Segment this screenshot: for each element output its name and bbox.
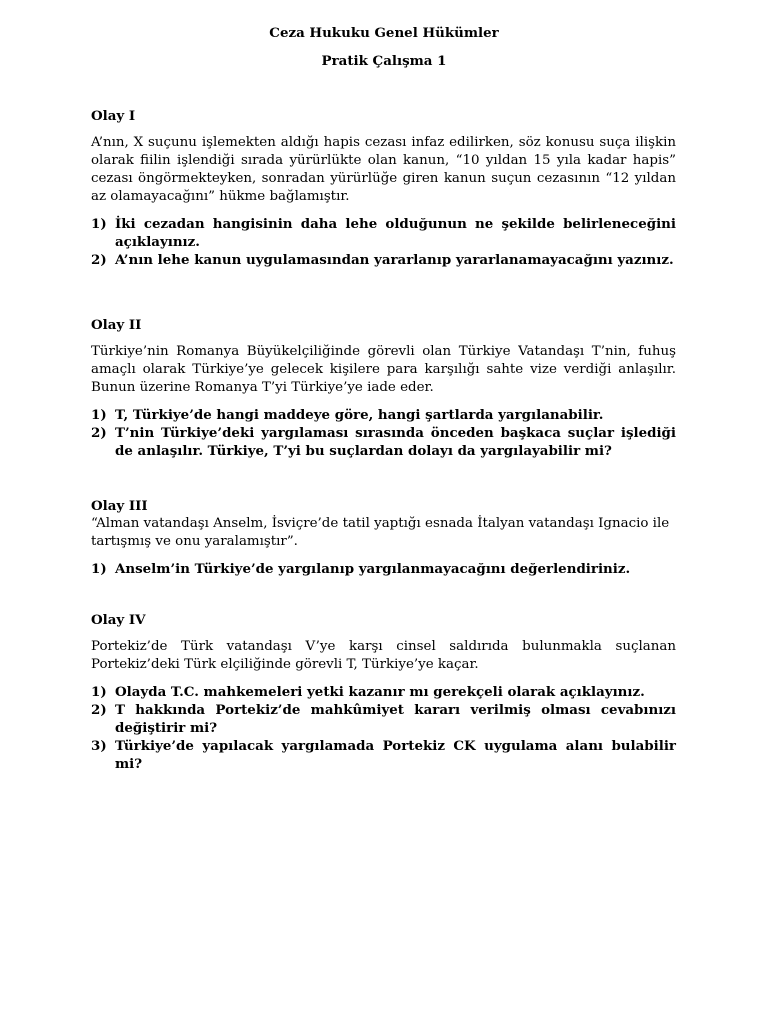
question-number: 1) (91, 684, 107, 700)
case-heading: Olay II (91, 317, 142, 333)
question-list (91, 560, 676, 578)
question-text: Türkiye’de yapılacak yargılamada Portekiz CK uygulama alanı bulabilir mi? (115, 738, 676, 772)
question-item (91, 737, 676, 773)
question-text: Olayda T.C. mahkemeleri yetki kazanır mı gerekçeli olarak açıklayınız. (115, 684, 645, 700)
question-number: 1) (91, 561, 107, 577)
question-text: T hakkında Portekiz’de mahkûmiyet kararı verilmiş olması cevabınızı değiştirir mi? (115, 702, 676, 736)
case-3 (91, 497, 676, 578)
question-item (91, 424, 676, 460)
question-list (91, 406, 676, 460)
case-2 (91, 316, 676, 460)
question-number: 1) (91, 216, 107, 232)
case-text: “Alman vatandaşı Anselm, İsviçre’de tatil yaptığı esnada İtalyan vatandaşı Ignacio ile tartışmış ve onu yaralamıştır”. (91, 516, 670, 549)
question-number: 2) (91, 702, 107, 718)
question-number: 3) (91, 738, 107, 754)
question-item (91, 683, 676, 701)
question-item (91, 560, 676, 578)
question-text: Anselm’in Türkiye’de yargılanıp yargılanmayacağını değerlendiriniz. (115, 561, 631, 577)
case-4 (91, 611, 676, 773)
case-text: A’nın, X suçunu işlemekten aldığı hapis cezası infaz edilirken, söz konusu suça ilişkin olarak fiilin işlendiği sırada yürürlükte olan kanun, “10 yıldan 15 yıla kadar hapis” cezası öngörmekteyken, sonradan yürürlüğe giren kanun suçun cezasının “12 yıldan az olamayacağını” hükme bağlamıştır. (91, 135, 676, 204)
question-item (91, 251, 676, 269)
document-title: Ceza Hukuku Genel Hükümler (269, 25, 499, 41)
case-heading: Olay III (91, 498, 148, 514)
question-number: 1) (91, 407, 107, 423)
question-text: T, Türkiye’de hangi maddeye göre, hangi şartlarda yargılanabilir. (115, 407, 604, 423)
case-heading: Olay I (91, 108, 136, 124)
question-text: A’nın lehe kanun uygulamasından yararlanıp yararlanamayacağını yazınız. (115, 252, 674, 268)
case-text: Türkiye’nin Romanya Büyükelçiliğinde görevli olan Türkiye Vatandaşı T’nin, fuhuş amaçlı olarak Türkiye’ye gelecek kişilere para karşılığı sahte vize verdiği anlaşılır. Bunun üzerine Romanya T’yi Türkiye’ye iade eder. (91, 344, 676, 395)
question-number: 2) (91, 252, 107, 268)
document-subtitle: Pratik Çalışma 1 (321, 53, 447, 69)
case-heading: Olay IV (91, 612, 146, 628)
question-item (91, 701, 676, 737)
question-item (91, 406, 676, 424)
question-text: T’nin Türkiye’deki yargılaması sırasında önceden başkaca suçlar işlediği de anlaşılır. Türkiye, T’yi bu suçlardan dolayı da yargılayabilir mi? (115, 425, 676, 459)
question-list (91, 683, 676, 773)
case-text: Portekiz’de Türk vatandaşı V’ye karşı cinsel saldırıda bulunmakla suçlanan Portekiz’deki Türk elçiliğinde görevli T, Türkiye’ye kaçar. (91, 639, 676, 672)
question-number: 2) (91, 425, 107, 441)
question-list (91, 215, 676, 269)
question-text: İki cezadan hangisinin daha lehe olduğunun ne şekilde belirleneceğini açıklayınız. (115, 216, 676, 250)
case-1 (91, 107, 676, 269)
question-item (91, 215, 676, 251)
